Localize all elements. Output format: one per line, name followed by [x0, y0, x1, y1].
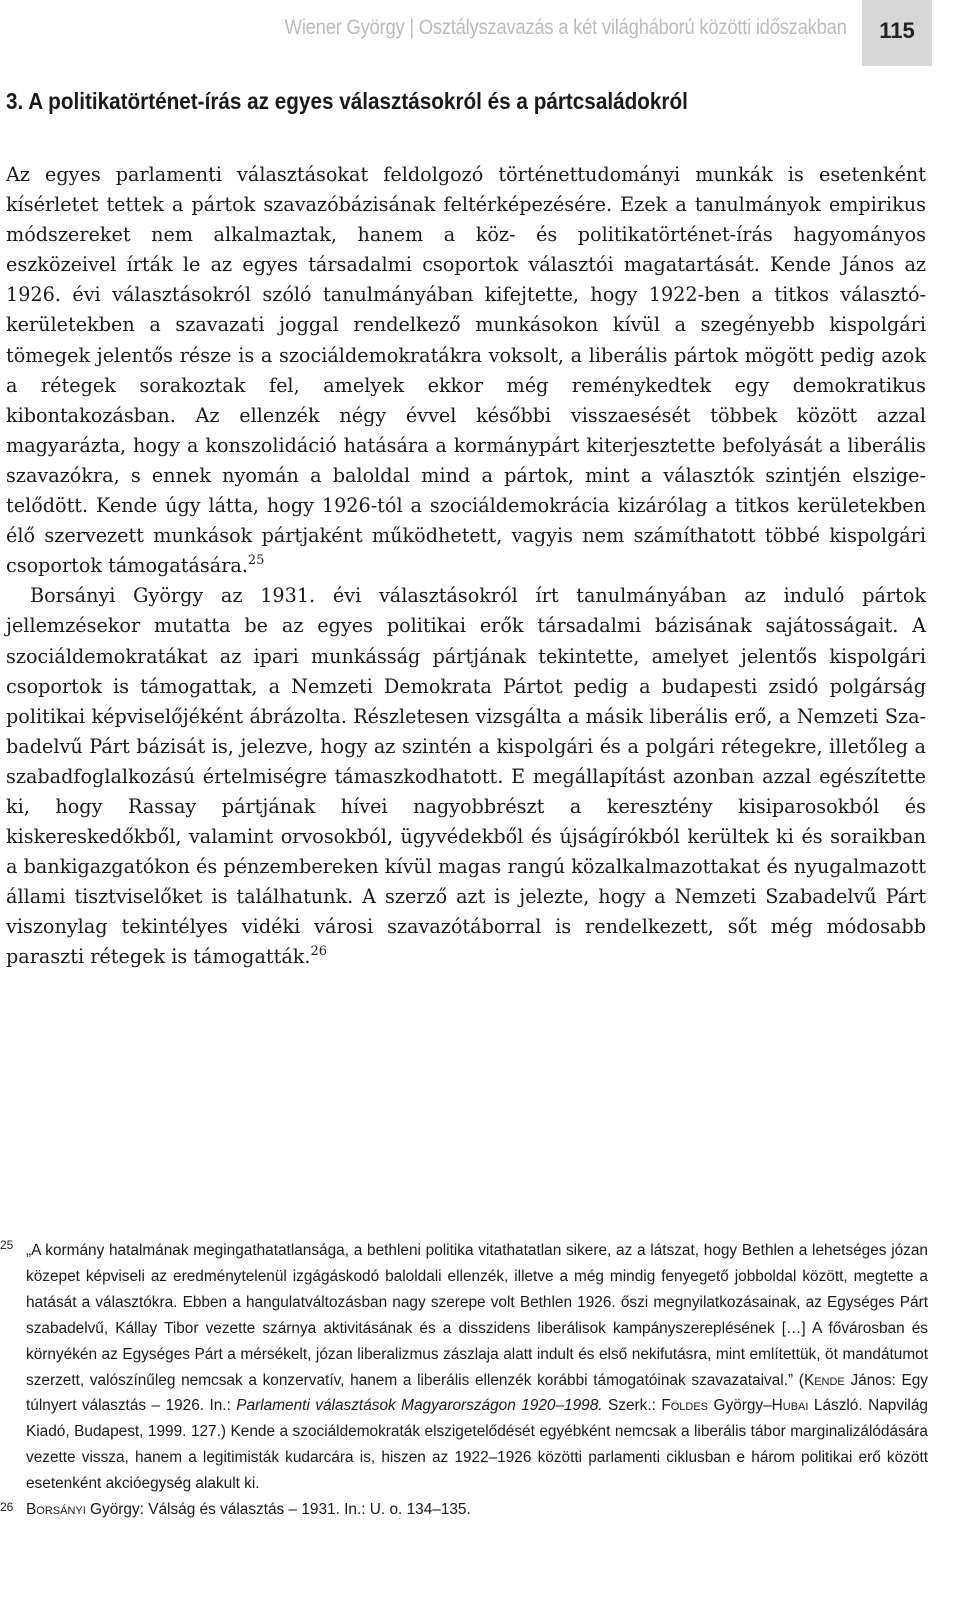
page-number-box	[862, 0, 932, 66]
body-text	[6, 160, 926, 973]
footnote-26-author: Borsányi	[26, 1501, 86, 1519]
footnote-25-author-hubai: Hubai	[771, 1397, 809, 1415]
footnotes	[0, 1238, 928, 1523]
footnote-number-25: 25	[0, 1238, 14, 1252]
section-title: 3. A politikatörténet-írás az egyes választásokról és a pártcsaládokról	[6, 88, 688, 114]
footnote-26	[0, 1497, 928, 1523]
footnote-25-text-e: László. Napvilág Kiadó, Budapest, 1999. 127.) Kende a szociáldemokraták elszigetelődését egyébként nemcsak a liberális tábor marginalizálódására vezette vissza, hanem a legitimisták kudarcára is, hiszen az 1922–1926 közötti parlamenti ciklusban e három politikai erő között esetenként akcióegység alakult ki.	[26, 1397, 928, 1493]
footnote-ref-25[interactable]: 25	[247, 553, 265, 569]
footnote-25-text-b: János: Egy túlnyert választás – 1926. In.:	[26, 1371, 928, 1415]
footnote-ref-26[interactable]: 26	[310, 944, 328, 960]
footnote-25	[0, 1238, 928, 1497]
paragraph-2	[6, 581, 926, 972]
running-title: Wiener György | Osztályszavazás a két világháború közötti időszakban	[284, 16, 847, 39]
footnote-25-author-kende: Kende	[803, 1371, 845, 1389]
footnote-number-26: 26	[0, 1500, 14, 1515]
footnote-25-text: „A kormány hatalmának megingathatatlansága, a bethleni politika vitathatatlan sikere, az a látszat, hogy Bethlen a lehetséges józan közepet képviseli az eredménytelenül izgágáskodó baloldali ellenzék, illetve a még mindig fenyegető jobboldal között, megtette a hatását a választókra. Ebben a hangulatváltozásban nagy szerepe volt Bethlen 1926. őszi megnyilatkozásainak, az Egységes Párt szabadelvű, Kállay Tibor vezette szárnya aktivitásának és a disszidens liberálisok kampányszereplésének […] A fővárosban és környékén az Egységes Párt a mérsékelt, józan liberalizmus zászlaja alatt indult és első nekifutásra, mint említettük, öt mandátumot szerzett, valószínűleg nemcsak a konzervatív, hanem a liberális ellenzék korábbi támogatóinak szavazataival.” (	[26, 1242, 928, 1389]
footnote-25-book-title: Parlamenti választások Magyarországon 1920–1998.	[236, 1397, 603, 1415]
page-number: 115	[879, 18, 915, 43]
paragraph-1-text: Az egyes parlamenti választásokat feldolgozó történettudományi munkák is esetenként kísérletet tettek a pártok szavazóbázisának feltérképezésére. Ezek a tanulmányok empirikus módszereket nem alkalmaztak, hanem a köz- és politikatörténet-írás hagyományos eszközeivel írták le az egyes társadalmi csoportok választói magatartását. Kende János az 1926. évi választásokról szóló tanulmányában kifejtette, hogy 1922-ben a titkos választókerületekben a szavazati joggal rendelkező munkásokon kívül a szegényebb kispolgári tömegek jelentős része is a szociáldemokratákra voksolt, a liberális pártok mögött pedig azok a rétegek sorakoztak fel, amelyek ekkor még reménykedtek egy demokratikus kibontakozásban. Az ellenzék négy évvel későbbi visszaesését többek között azzal magyarázta, hogy a konszolidáció hatására a kormánypárt kiterjesztette befolyását a liberális szavazókra, s ennek nyomán a baloldal mind a pártok, mint a választók szintjén elszigetelődött. Kende úgy látta, hogy 1926-tól a szociáldemokrácia kizárólag a titkos kerületekben élő szervezett munkások pártjaként működhetett, vagyis nem számíthatott többé kispolgári csoportok támogatására.	[6, 163, 926, 578]
footnote-25-author-foldes: Földes	[661, 1397, 709, 1415]
footnote-25-text-c: Szerk.:	[602, 1397, 662, 1415]
footnote-25-text-d: György–	[708, 1397, 772, 1415]
footnote-26-text: György: Válság és választás – 1931. In.: U. o. 134–135.	[85, 1501, 471, 1519]
page-header	[0, 0, 960, 66]
paragraph-2-text: Borsányi György az 1931. évi választásokról írt tanulmányában az induló pártok jellemzésekor mutatta be az egyes politikai erők társadalmi bázisának sajátosságait. A szociáldemokratákat az ipari munkásság pártjának tekintette, amelyet jelentős kispolgári csoportok is támogattak, a Nemzeti Demokrata Pártot pedig a budapesti zsidó polgárság politikai képviselőjéként ábrázolta. Részletesen vizsgálta a másik liberális erő, a Nemzeti Szabadelvű Párt bázisát is, jelezve, hogy az szintén a kispolgári és a polgári rétegekre, illetőleg a szabadfoglalkozású értelmiségre támaszkodhatott. E megállapítást azonban azzal egészítette ki, hogy Rassay pártjának hívei nagyobbrészt a keresztény kisiparosokból és kiskereskedőkből, valamint orvosokból, ügyvédekből és újságírókból kerültek ki és soraikban a bankigazgatókon és pénzembereken kívül magas rangú közalkalmazottakat és nyugalmazott állami tisztviselőket is találhatunk. A szerző azt is jelezte, hogy a Nemzeti Szabadelvű Párt viszonylag tekintélyes vidéki városi szavazótáborral is rendelkezett, sőt még módosabb paraszti rétegek is támogatták.	[6, 584, 926, 969]
paragraph-1	[6, 160, 926, 581]
